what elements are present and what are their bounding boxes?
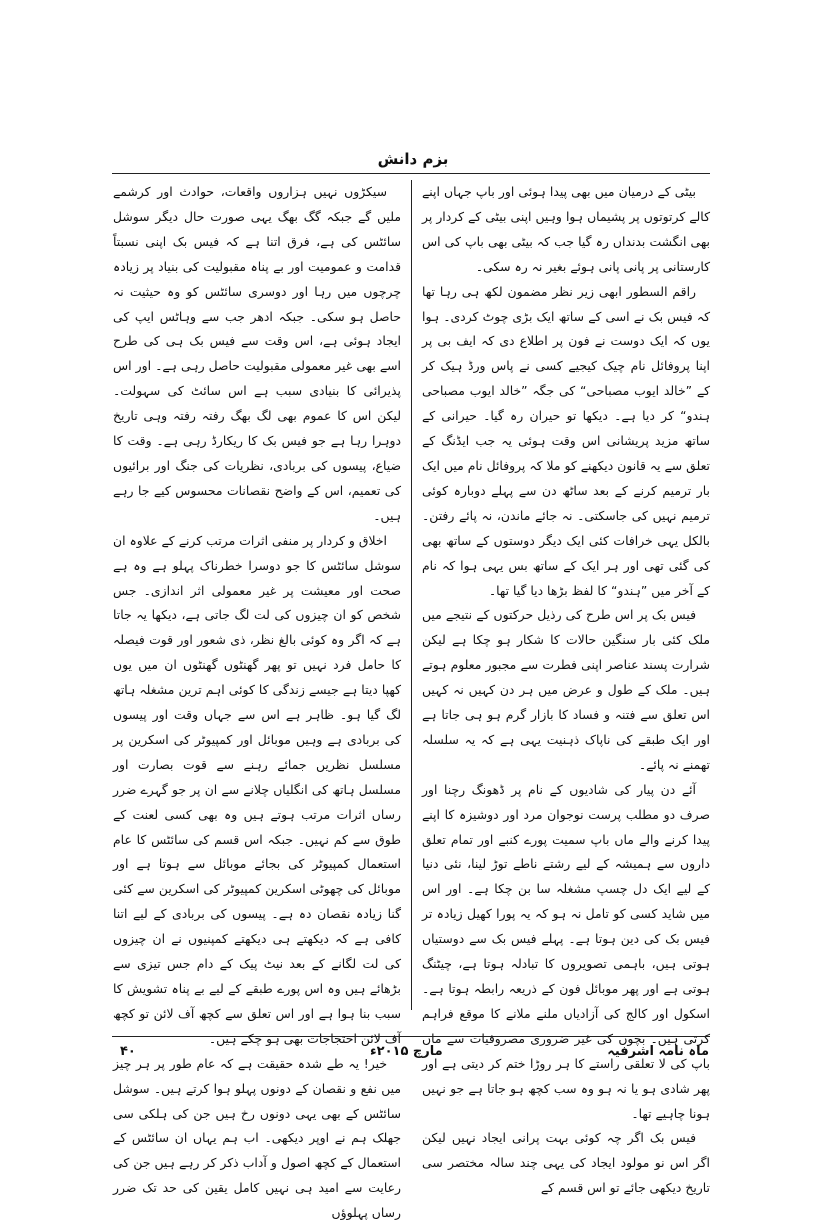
paragraph: راقم السطور ابھی زیر نظر مضمون لکھ ہی رہا تھا کہ فیس بک نے اسی کے ساتھ ایک بڑی چوٹ کردی۔ ہوا یوں کہ ایک دوست نے فون پر اطلاع دی کہ ایف بی پر اپنا پروفائل نام چیک کیجیے کسی نے پاس ورڈ ہیک کر کے ”خالد ایوب مصباحی“ کی جگہ ”خالد ایوب مصباحی ہندو“ کر دیا ہے۔ دیکھا تو حیران رہ گیا۔ حیرانی کے ساتھ مزید پریشانی اس وقت ہوئی یہ جب ایڈنگ کے تعلق سے یہ قانون دیکھنے کو ملا کہ پروفائل نام میں ایک بار ترمیم کرنے کے بعد ساٹھ دن سے پہلے دوبارہ کوئی ترمیم نہیں کی جاسکتی۔ نہ جائے ماندن، نہ پائے رفتن۔ بالکل یہی خرافات کئی ایک دیگر دوستوں کے ساتھ بھی کی گئی تھی اور ہر ایک کے ساتھ بس یہی ہوا کہ نام کے آخر میں ”ہندو“ کا لفظ بڑھا دیا گیا تھا۔ — [422, 283, 710, 598]
paragraph: آئے دن پیار کی شادیوں کے نام پر ڈھونگ رچنا اور صرف دو مطلب پرست نوجوان مرد اور دوشیزہ کا اپنے پیدا کرنے والے ماں باپ سمیت پورے کنبے اور تمام تعلق داروں سے ہمیشہ کے لیے رشتے ناطے توڑ لینا، نئی دنیا کے لیے ایک دل چسپ مشغلہ سا بن چکا ہے۔ اور اس میں شاید کسی کو تامل نہ ہو کہ یہ پورا کھیل زیادہ تر فیس بک کی دین ہوتا ہے۔ پہلے فیس بک سے دوستیاں ہوتی ہیں، باہمی تصویروں کا تبادلہ ہوتا ہے، چیٹنگ ہوتی ہے اور پھر موبائل فون کے ذریعہ رابطہ ہوتا ہے۔ اسکول اور کالج کی آزادیاں ملنے ملانے کا موقع فراہم کرتی ہیں۔ بچوں کی غیر ضروری مصروفیات سے ماں باپ کی لا تعلقی راستے کا ہر روڑا ختم کر دیتی ہے اور پھر شادی ہو یا نہ ہو وہ سب کچھ ہو جاتا ہے جو نہیں ہونا چاہیے تھا۔ — [422, 781, 710, 1121]
paragraph: سیکڑوں نہیں ہزاروں واقعات، حوادث اور کرشمے ملیں گے جبکہ گگ بھگ یہی صورت حال دیگر سوشل سائٹس کی ہے، فرق اتنا ہے کہ فیس بک اپنی نسبتاً قدامت و عمومیت اور بے پناہ مقبولیت کی بنیاد پر زیادہ چرچوں میں رہا اور دوسری سائٹس کو وہ حیثیت نہ حاصل ہو سکی۔ جبکہ ادھر جب سے وہاٹس ایپ کی ایجاد ہوئی ہے، اس وقت سے فیس بک ہی کی طرح اسے بھی غیر معمولی مقبولیت حاصل رہی ہے۔ اور اس پذیرائی کا بنیادی سبب ہے اس سائٹ کی سہولت۔ لیکن اس کا عموم بھی لگ بھگ رفتہ رفتہ وہی تاریخ دوہرا رہا ہے جو فیس بک کا ریکارڈ رہی ہے۔ وقت کا ضیاع، پیسوں کی بربادی، نظریات کی جنگ اور برائیوں کی تعمیم، اس کے واضح نقصانات محسوس کیے جا رہے ہیں۔ — [113, 184, 401, 523]
header-rule — [112, 173, 710, 174]
paragraph: بیٹی کے درمیان میں بھی پیدا ہوئی اور باپ جہاں اپنے کالے کرتوتوں پر پشیماں ہوا وہیں اپنی بیٹی کے کردار پر بھی انگشت بدنداں رہ گیا جب کہ بیٹی بھی باپ کی اس کارستانی پر پانی پانی ہوئے بغیر نہ رہ سکی۔ — [422, 184, 710, 274]
issue-date: مارچ ۲۰۱۵ء — [370, 1044, 443, 1059]
paragraph: فیس بک اگر چہ کوئی بہت پرانی ایجاد نہیں لیکن اگر اس نو مولود ایجاد کی یہی چند سالہ مختصر سی تاریخ دیکھی جائے تو اس قسم کے — [422, 1130, 710, 1196]
column-divider — [411, 180, 412, 1010]
footer-rule — [112, 1036, 710, 1037]
paragraph: فیس بک پر اس طرح کی رذیل حرکتوں کے نتیجے میں ملک کئی بار سنگین حالات کا شکار ہو چکا ہے لیکن شرارت پسند عناصر اپنی فطرت سے مجبور معلوم ہوتے ہیں۔ ملک کے طول و عرض میں ہر دن کہیں نہ کہیں اس تعلق سے فتنہ و فساد کا بازار گرم ہو ہی جاتا ہے اور ایک طبقے کی ناپاک ذہنیت یہی ہے کہ یہ سلسلہ تھمنے نہ پائے۔ — [422, 607, 710, 772]
running-head: بزم دانش — [377, 150, 449, 168]
magazine-name: ماہ نامہ اشرفیہ — [607, 1044, 709, 1059]
paragraph: خیر! یہ طے شدہ حقیقت ہے کہ عام طور پر ہر چیز میں نفع و نقصان کے دونوں پہلو ہوا کرتے ہیں۔ سوشل سائٹس کے بھی یہی دونوں رخ ہیں جن کی ہلکی سی جھلک ہم نے اوپر دیکھی۔ اب ہم یہاں ان سائٹس کے استعمال کے کچھ اصول و آداب ذکر کر رہے ہیں جن کی رعایت سے امید ہی نہیں کامل یقین کی حد تک ضرر رساں پہلوؤں — [113, 1055, 401, 1221]
page-number: ۴۰ — [120, 1044, 136, 1059]
paragraph: اخلاق و کردار پر منفی اثرات مرتب کرنے کے علاوہ ان سوشل سائٹس کا جو دوسرا خطرناک پہلو ہے وہ ہے صحت اور معیشت پر غیر معمولی اثر اندازی۔ جس شخص کو ان چیزوں کی لت لگ جاتی ہے، دیکھا یہ جاتا ہے کہ اگر وہ کوئی بالغ نظر، ذی شعور اور قوت فیصلہ کا حامل فرد نہیں تو پھر گھنٹوں گھنٹوں ان میں یوں کھپا دیتا ہے جیسے زندگی کا کوئی اہم ترین مشغلہ ہاتھ لگ گیا ہو۔ ظاہر ہے اس سے جہاں وقت اور پیسوں کی بربادی ہے وہیں موبائل اور کمپیوٹر کی اسکرین پر مسلسل نظریں جمائے رہنے سے قوت بصارت اور مسلسل ہاتھ کی انگلیاں چلانے سے ان پر جو گہرے ضرر رساں اثرات مرتب ہوتے ہیں وہ بھی کسی لعنت کے طوق سے کم نہیں۔ جبکہ اس قسم کی سائٹس کا عام استعمال کمپیوٹر کی بجائے موبائل سے ہوتا ہے اور موبائل کی چھوٹی اسکرین کمپیوٹر کی اسکرین سے کئی گنا زیادہ نقصان دہ ہے۔ پیسوں کی بربادی کے لیے اتنا کافی ہے کہ دیکھتے ہی دیکھتے کمپنیوں نے ان چیزوں کی لت لگانے کے بعد نیٹ پیک کے دام جس تیزی سے بڑھائے ہیں وہ اس پورے طبقے کے لیے بے پناہ تشویش کا سبب بنا ہوا ہے اور اس تعلق سے کچھ آف لائن تو کچھ آف لائن احتجاجات بھی ہو چکے ہیں۔ — [113, 532, 401, 1046]
